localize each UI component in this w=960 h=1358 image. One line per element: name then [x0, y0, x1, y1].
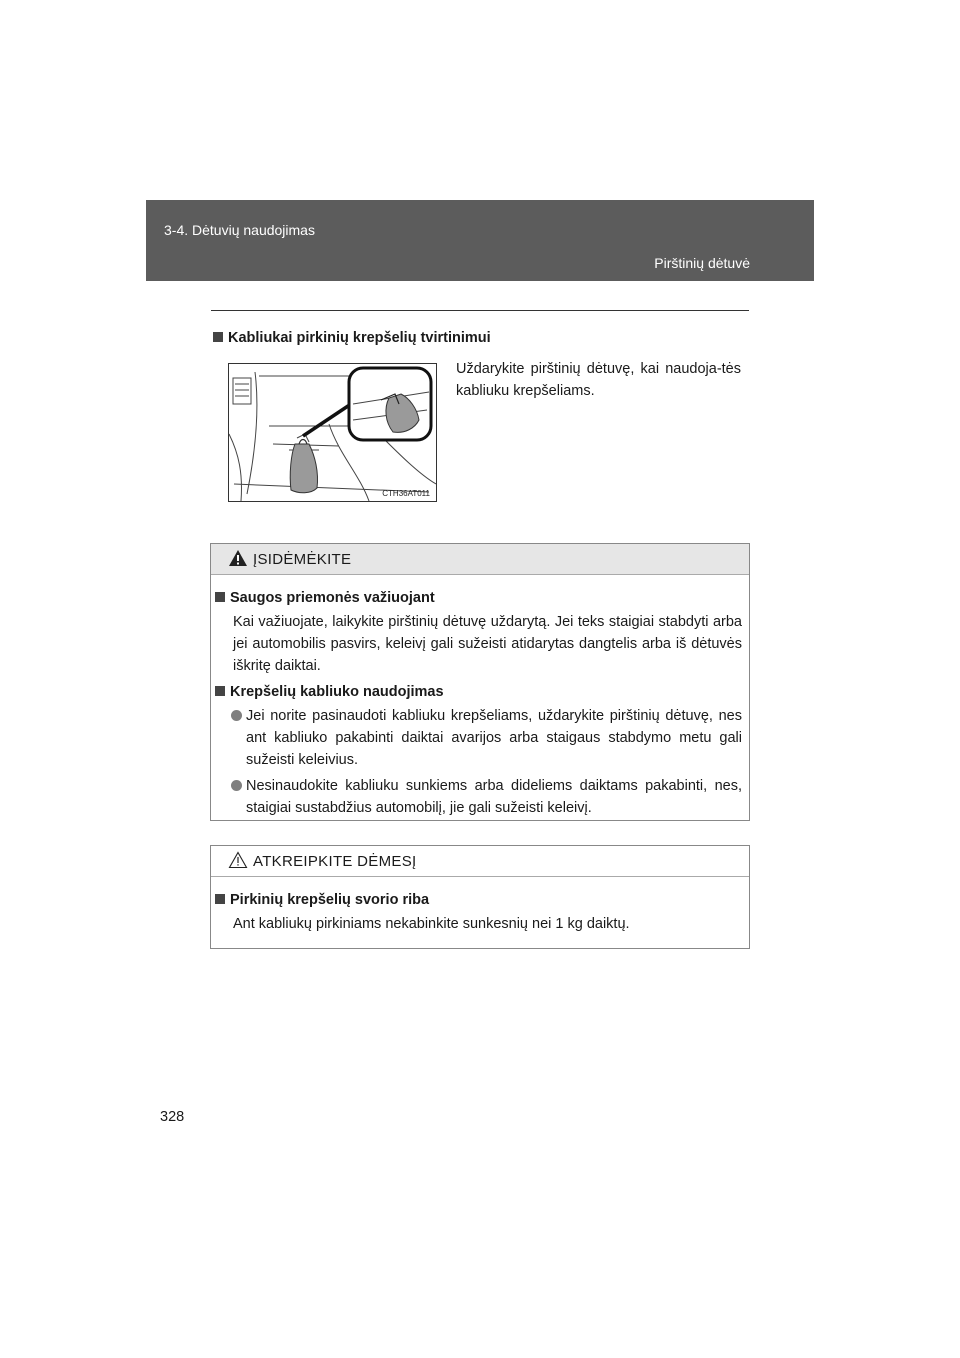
- round-bullet-icon: [231, 710, 242, 721]
- square-bullet-icon: [215, 686, 225, 696]
- caution-bullet-text: Nesinaudokite kabliuku sunkiems arba dideliems daiktams pakabinti, nes, staigiai sustabdžius automobilį, jie gali sužeisti keleivį.: [246, 778, 742, 816]
- caution-bullet-text: Jei norite pasinaudoti kabliuku krepšeliams, uždarykite pirštinių dėtuvę, nes ant kabliuko pakabinti daiktai avarijos arba staigaus stabdymo metu gali sužeisti keleivius.: [246, 708, 742, 768]
- notice-title-bar: [211, 846, 749, 877]
- square-bullet-icon: [215, 894, 225, 904]
- notice-item1-heading-text: Pirkinių krepšelių svorio riba: [230, 892, 430, 908]
- notice-item1-heading: [215, 889, 742, 911]
- caution-item2-heading: [215, 681, 742, 703]
- illustration-drawing: [229, 364, 436, 501]
- caution-item2-heading-text: Krepšelių kabliuko naudojimas: [230, 684, 444, 700]
- header-band: [146, 200, 814, 281]
- caution-box: [210, 543, 750, 821]
- figure-description: Uždarykite pirštinių dėtuvę, kai naudoja-tės kabliuku krepšeliams.: [456, 361, 741, 399]
- section-heading-text: Kabliukai pirkinių krepšelių tvirtinimui: [228, 330, 491, 346]
- section-label: 3-4. Dėtuvių naudojimas: [164, 222, 315, 238]
- caution-item1-heading-text: Saugos priemonės važiuojant: [230, 590, 435, 606]
- figure-code: CTH36AT011: [382, 489, 430, 498]
- round-bullet-icon: [231, 780, 242, 791]
- illustration-glovebox-hook: [228, 363, 437, 502]
- caution-bullet: [215, 775, 742, 819]
- divider-line: [211, 310, 749, 311]
- notice-box: [210, 845, 750, 949]
- warning-triangle-outline-icon: [228, 851, 248, 869]
- notice-body: [211, 877, 749, 935]
- caution-body: [211, 575, 749, 819]
- caution-item1-text: Kai važiuojate, laikykite pirštinių dėtuvę uždarytą. Jei teks staigiai stabdyti arba jei automobilis pasvirs, keleivį gali sužeisti atidarytas dangtelis arba iš dėtuvės iškritę daiktai.: [233, 614, 742, 674]
- caution-title: ĮSIDĖMĖKITE: [253, 551, 352, 568]
- notice-item1-text: Ant kabliukų pirkiniams nekabinkite sunkesnių nei 1 kg daiktų.: [233, 916, 630, 932]
- caution-bullet: [215, 705, 742, 771]
- notice-title: ATKREIPKITE DĖMESĮ: [253, 853, 417, 870]
- subsection-label: Pirštinių dėtuvė: [654, 255, 750, 271]
- square-bullet-icon: [213, 332, 223, 342]
- page-number: 328: [160, 1109, 185, 1125]
- caution-item1-heading: [215, 587, 742, 609]
- square-bullet-icon: [215, 592, 225, 602]
- caution-title-bar: [211, 544, 749, 575]
- section-heading: [213, 330, 491, 346]
- warning-triangle-filled-icon: [228, 549, 248, 567]
